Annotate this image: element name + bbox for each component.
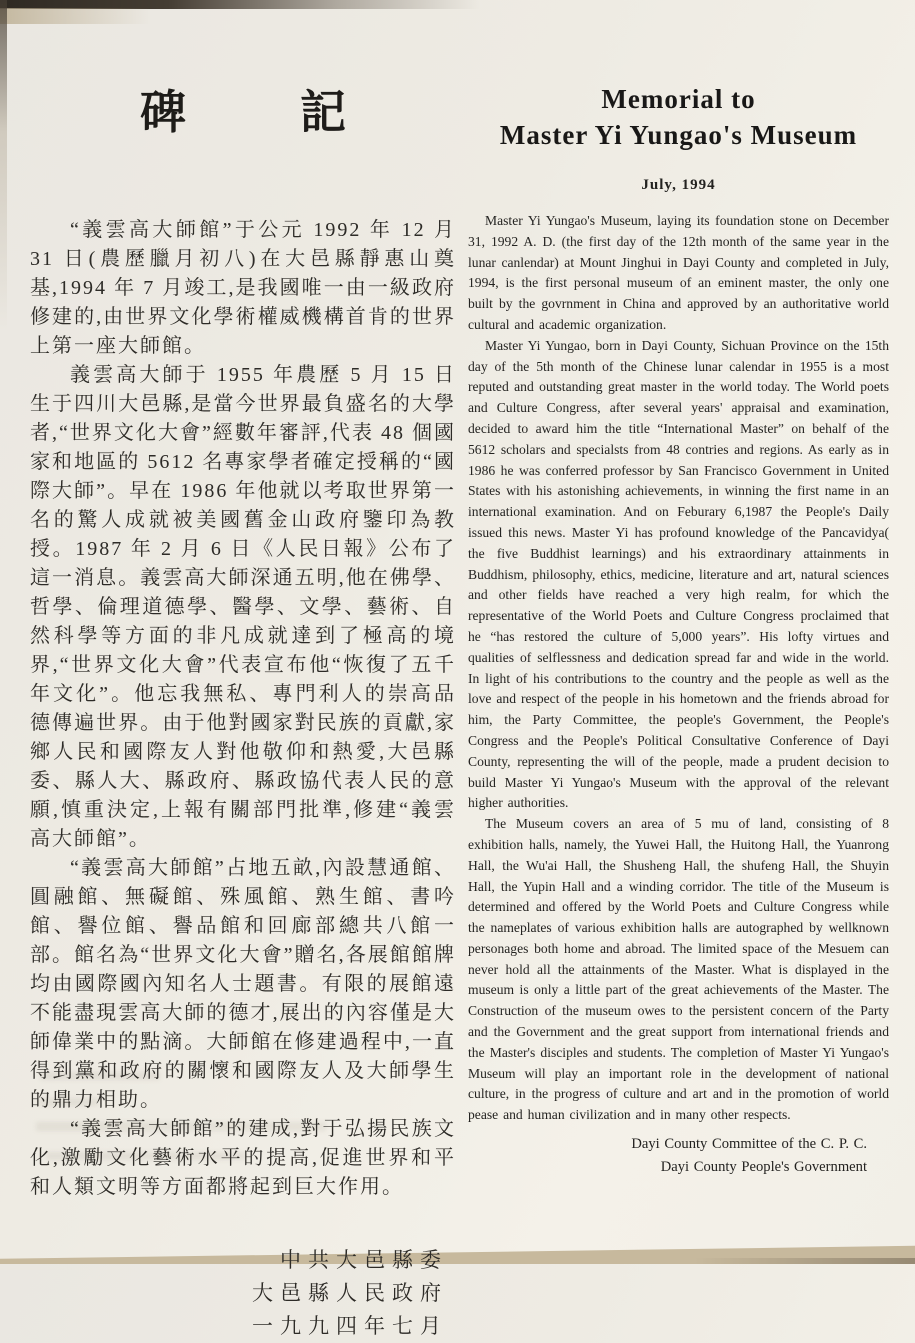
scan-edge-bottom-dark (695, 1258, 915, 1264)
chinese-signature-date: 一九九四年七月 (252, 1314, 448, 1338)
english-signature-block (468, 1133, 889, 1179)
chinese-signature-block (30, 1244, 456, 1343)
english-date: July, 1994 (641, 177, 716, 193)
english-paragraph-1: Master Yi Yungao's Museum, laying its foundation stone on December 31, 1992 A. D. (the first day of the 12th month of the same year in the lunar canlendar) at Mount Jinghui in Dayi County and completed in July, 1994, is the first personal museum of an eminent master, the only one built by the govrnment in China and approved by an authoritative world cultural and academic organization. (468, 213, 889, 332)
chinese-body (30, 216, 456, 1202)
english-title-line1: Memorial to (601, 84, 756, 114)
chinese-paragraph-4: “義雲高大師館”的建成,對于弘揚民族文化,激勵文化藝術水平的提高,促進世界和平和人類文明等方面都將起到巨大作用。 (30, 1118, 456, 1198)
english-signature-committee: Dayi County Committee of the C. P. C. (631, 1136, 867, 1153)
english-title (468, 81, 889, 153)
english-paragraph-2: Master Yi Yungao, born in Dayi County, Sichuan Province on the 15th day of the 5th month of the Chinese lunar calendar in 1955 is a most reputed and outstanding great master in the world today. The World poets and Culture Congress, after several years' appraisal and examination, decided to award him the title “International Master” on behalf of the 5612 scholars and specialsts from 48 contries and regions. As early as in 1986 he was conferred professor by San Francisco Government in United States with his astonishing achievements, in winning the first name in an international examination. And on Feburary 6,1987 the People's Daily issued this news. Master Yi has profound knowledge of the Pancavidya( the five Buddhist learnings) and his extraordinary attainments in Buddhism, philosophy, ethics, medicine, literature and art, natural sciences and other fields have reached a very high realm, for which the representative of the World Poets and Culture Congress proclaimed that he “has restored the culture of 5,000 years”. His lofty virtues and qualities of selflessness and dedication spread far and wide in the world. In light of his contributions to the country and the people as well as the love and respect of the people in his hometown and the friends abroad for him, the Party Committee, the people's Government, the People's Congress and the People's Political Consultative Conference of Dayi County, representing the will of the people, made a prudent decision to build Master Yi Yungao's Museum with the approval of the relevant higher authorities. (468, 337, 889, 811)
english-paragraph-3: The Museum covers an area of 5 mu of land, consisting of 8 exhibition halls, namely, the Yuwei Hall, the Huitong Hall, the Yuanrong Hall, the Wu'ai Hall, the Shusheng Hall, the shufeng Hall, the Shuyin Hall, the Yupin Hall and a winding corridor. The title of the Museum is determined and offered by the World Poets and Culture Congress while the nameplates of various exhibition halls are autographed by wellknown personages both home and abroad. The limited space of the Mesuem can never hold all the attainments of the Master. What is displayed in the museum is only a little part of the great achievements of the Master. The Construction of the museum owes to the persistent concern of the Party and the Government and the great support from international friends and the Master's disciples and students. The completion of Master Yi Yungao's Museum will play an important role in the development of national culture, in the progress of culture and art and in the promotion of world pease and human civilization and in many other respects. (468, 816, 889, 1123)
english-signature-government: Dayi County People's Government (660, 1159, 867, 1176)
scan-edge-left (0, 0, 7, 330)
scan-edge-top-tan (0, 8, 150, 24)
english-title-line2: Master Yi Yungao's Museum (499, 120, 858, 150)
chinese-paragraph-1: “義雲高大師館”于公元 1992 年 12 月 31 日(農歷臘月初八)在大邑縣靜惠山奠基,1994 年 7 月竣工,是我國唯一由一級政府修建的,由世界文化學術權威機構首肯的世界上第一座大師館。 (30, 219, 456, 357)
chinese-signature-committee: 中共大邑縣委 (280, 1248, 448, 1272)
chinese-title: 碑 記 (140, 87, 380, 138)
english-body (468, 211, 889, 1126)
chinese-signature-government: 大邑縣人民政府 (252, 1281, 448, 1305)
chinese-column (30, 60, 456, 1343)
chinese-paragraph-3: “義雲高大師館”占地五畝,內設慧通館、圓融館、無礙館、殊風館、熟生館、書吟館、譽位館、譽品館和回廊部總共八館一部。館名為“世界文化大會”贈名,各展館館牌均由國際國內知名人士題書。有限的展館遠不能盡現雲高大師的德才,展出的內容僅是大師偉業中的點滴。大師館在修建過程中,一直得到黨和政府的關懷和國際友人及大師學生的鼎力相助。 (30, 857, 456, 1111)
english-column (468, 75, 889, 1179)
chinese-paragraph-2: 義雲高大師于 1955 年農歷 5 月 15 日生于四川大邑縣,是當今世界最負盛名的大學者,“世界文化大會”經數年審評,代表 48 個國家和地區的 5612 名專家學者確定授稱的“國際大師”。早在 1986 年他就以考取世界第一名的驚人成就被美國舊金山政府鑒印為教授。1987 年 2 月 6 日《人民日報》公布了這一消息。義雲高大師深通五明,他在佛學、哲學、倫理道德學、醫學、文學、藝術、自然科學等方面的非凡成就達到了極高的境界,“世界文化大會”代表宣布他“恢復了五千年文化”。他忘我無私、專門利人的崇高品德傳遍世界。由于他對國家對民族的貢獻,家鄉人民和國際友人對他敬仰和熱愛,大邑縣委、縣人大、縣政府、縣政協代表人民的意願,慎重決定,上報有關部門批準,修建“義雲高大師館”。 (30, 364, 456, 850)
